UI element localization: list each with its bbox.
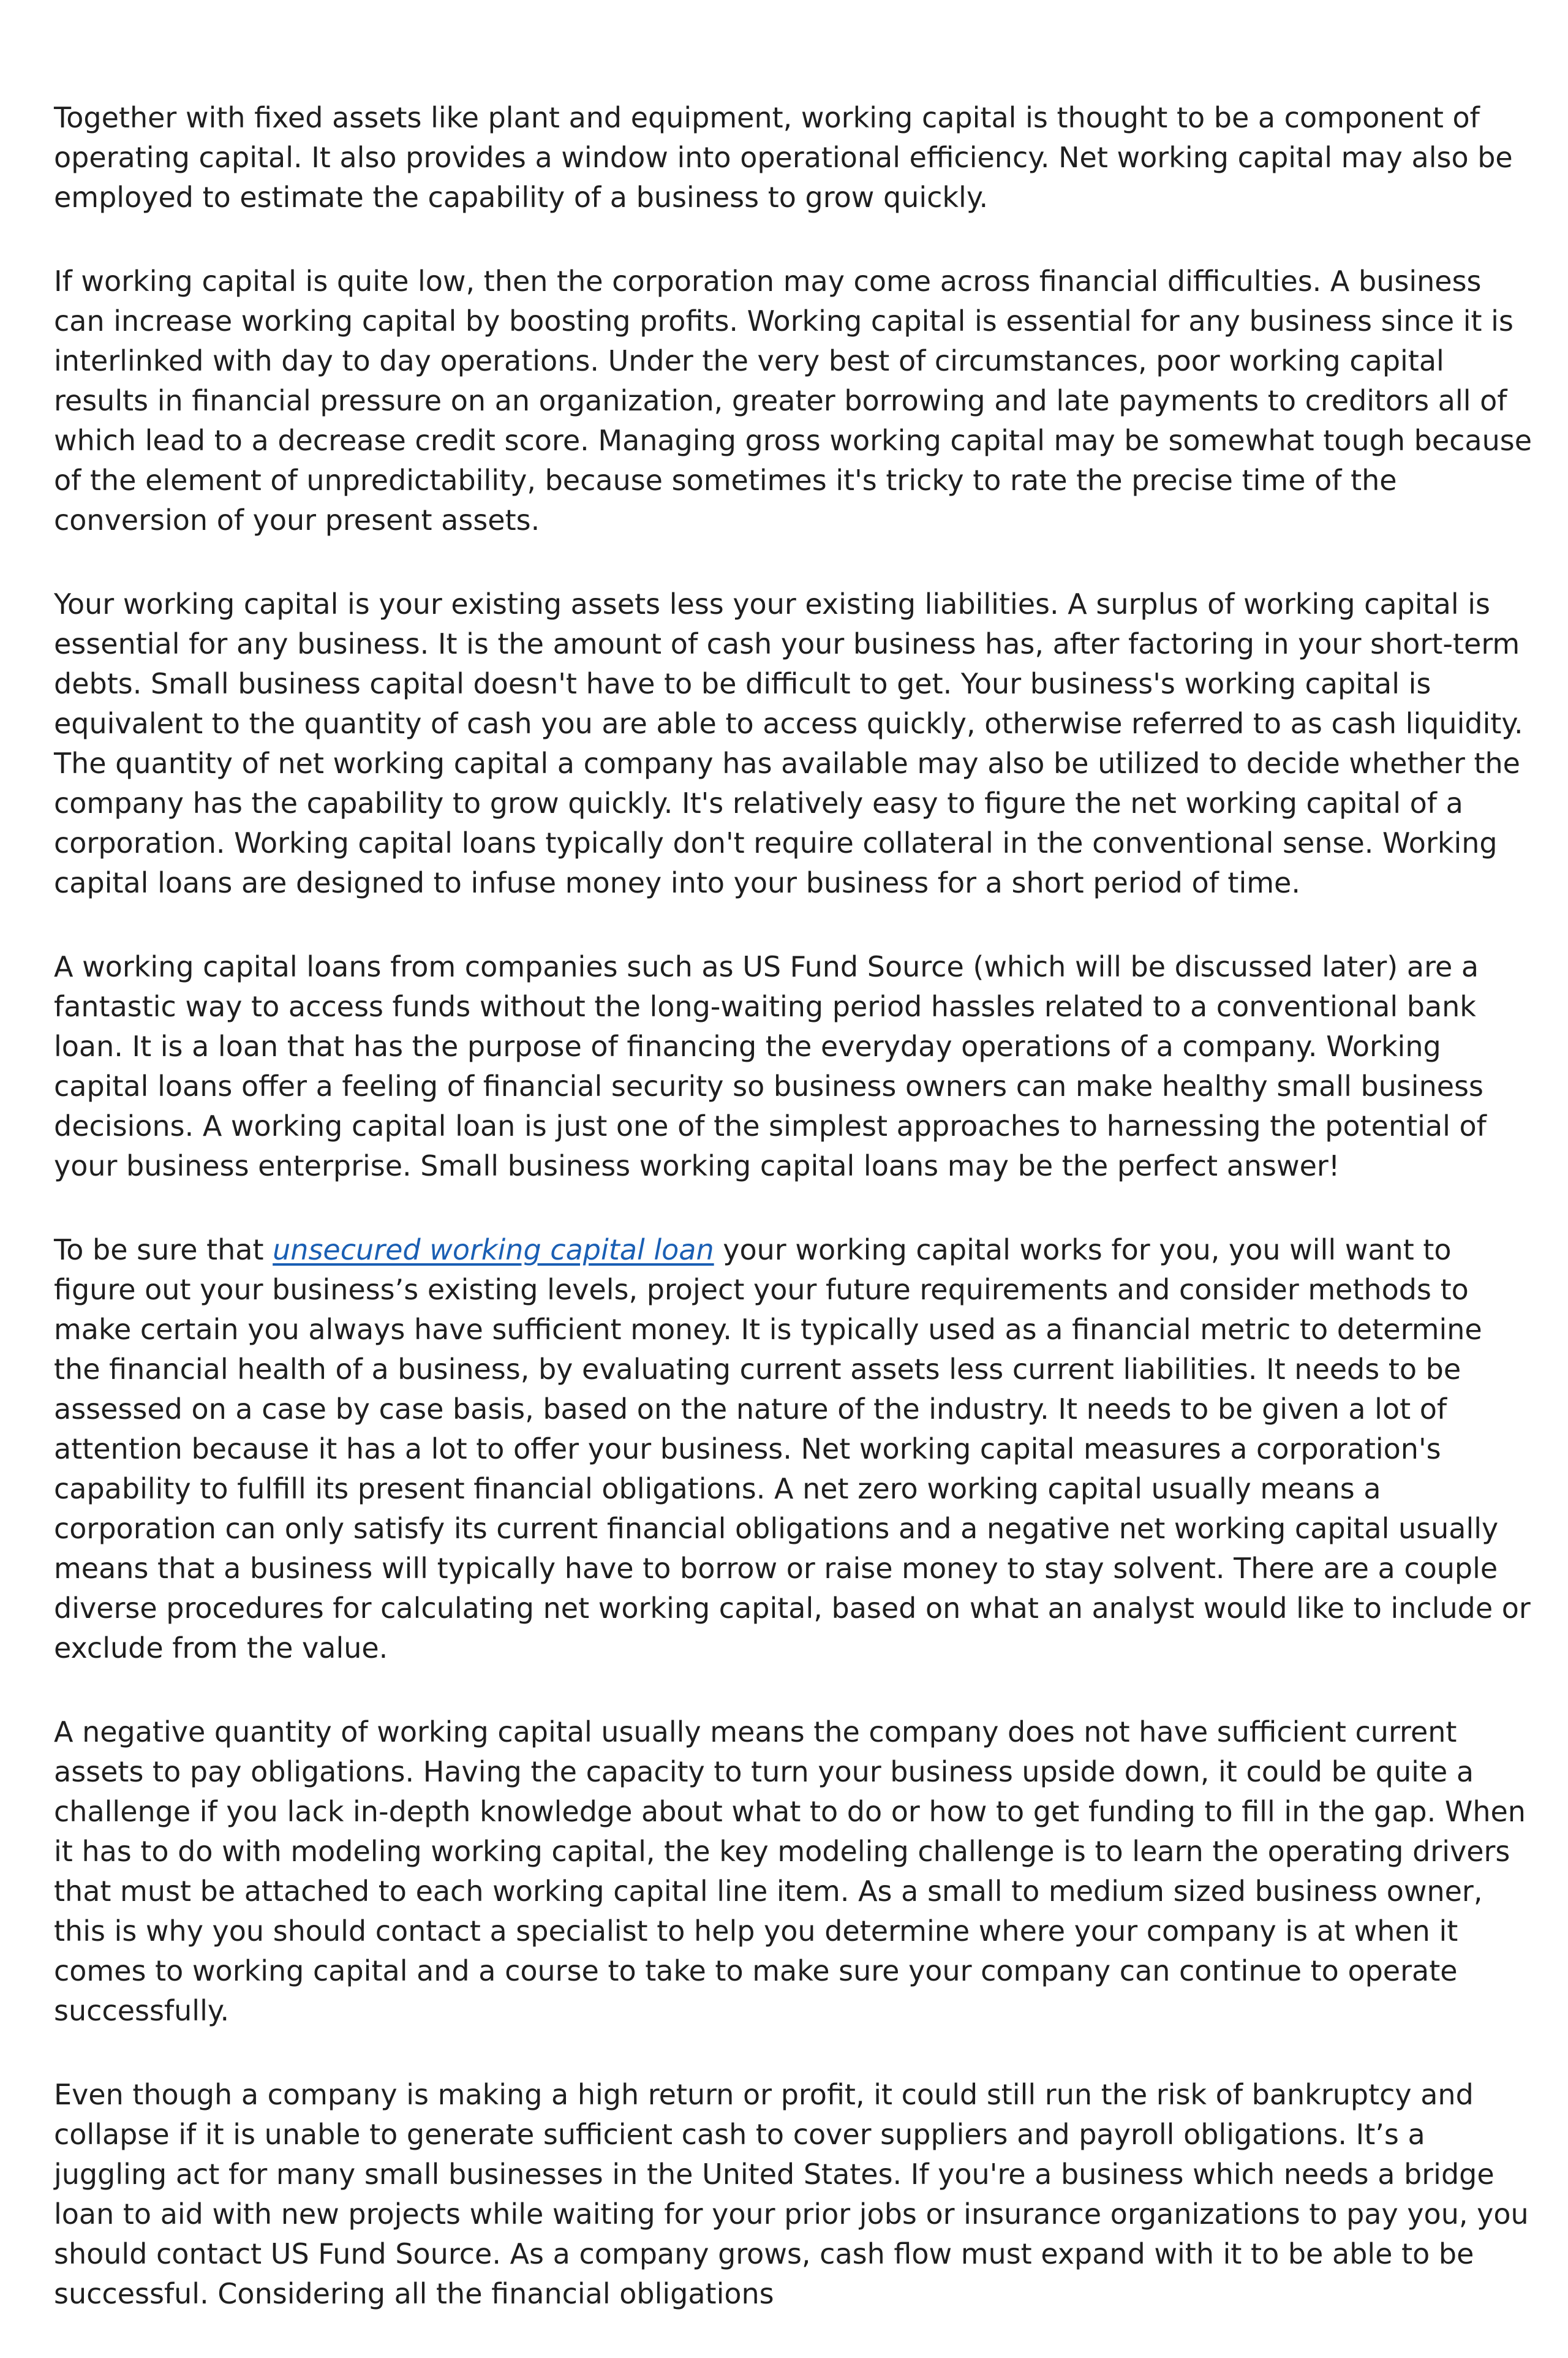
paragraph-5: [54, 1230, 1536, 1668]
paragraph-3: Your working capital is your existing assets less your existing liabilities. A surplus of working capital is essential for any business. It is the amount of cash your business has, after factoring in your short-term debts. Small business capital doesn't have to be difficult to get. Your business's working capital is equivalent to the quantity of cash you are able to access quickly, otherwise referred to as cash liquidity. The quantity of net working capital a company has available may also be utilized to decide whether the company has the capability to grow quickly. It's relatively easy to figure the net working capital of a corporation. Working capital loans typically don't require collateral in the conventional sense. Working capital loans are designed to infuse money into your business for a short period of time.: [54, 588, 1523, 899]
unsecured-working-capital-loan-link[interactable]: unsecured working capital loan: [273, 1233, 714, 1266]
paragraph-7: Even though a company is making a high return or profit, it could still run the risk of bankruptcy and collapse if it is unable to generate sufficient cash to cover suppliers and payroll obligations. It’s a juggling act for many small businesses in the United States. If you're a business which needs a bridge loan to aid with new projects while waiting for your prior jobs or insurance organizations to pay you, you should contact US Fund Source. As a company grows, cash flow must expand with it to be able to be successful. Considering all the financial obligations: [54, 2078, 1529, 2310]
paragraph-4: A working capital loans from companies such as US Fund Source (which will be discussed later) are a fantastic way to access funds without the long-waiting period hassles related to a conventional bank loan. It is a loan that has the purpose of financing the everyday operations of a company. Working capital loans offer a feeling of financial security so business owners can make healthy small business decisions. A working capital loan is just one of the simplest approaches to harnessing the potential of your business enterprise. Small business working capital loans may be the perfect answer!: [54, 950, 1487, 1182]
document-body: [54, 98, 1536, 2358]
paragraph-2: If working capital is quite low, then the corporation may come across financial difficulties. A business can increase working capital by boosting profits. Working capital is essential for any business since it is interlinked with day to day operations. Under the very best of circumstances, poor working capital results in financial pressure on an organization, greater borrowing and late payments to creditors all of which lead to a decrease credit score. Managing gross working capital may be somewhat tough because of the element of unpredictability, because sometimes it's tricky to rate the precise time of the conversion of your present assets.: [54, 265, 1532, 537]
paragraph-5-after-link: your working capital works for you, you will want to figure out your business’s existing levels, project your future requirements and consider methods to make certain you always have sufficient money. It is typically used as a financial metric to determine the financial health of a business, by evaluating current assets less current liabilities. It needs to be assessed on a case by case basis, based on the nature of the industry. It needs to be given a lot of attention because it has a lot to offer your business. Net working capital measures a corporation's capability to fulfill its present financial obligations. A net zero working capital usually means a corporation can only satisfy its current financial obligations and a negative net working capital usually means that a business will typically have to borrow or raise money to stay solvent. There are a couple diverse procedures for calculating net working capital, based on what an analyst would like to include or exclude from the value.: [54, 1233, 1531, 1665]
paragraph-1: Together with fixed assets like plant and equipment, working capital is thought to be a component of operating capital. It also provides a window into operational efficiency. Net working capital may also be employed to estimate the capability of a business to grow quickly.: [54, 101, 1513, 214]
paragraph-6: A negative quantity of working capital usually means the company does not have sufficient current assets to pay obligations. Having the capacity to turn your business upside down, it could be quite a challenge if you lack in-depth knowledge about what to do or how to get funding to fill in the gap. When it has to do with modeling working capital, the key modeling challenge is to learn the operating drivers that must be attached to each working capital line item. As a small to medium sized business owner, this is why you should contact a specialist to help you determine where your company is at when it comes to working capital and a course to take to make sure your company can continue to operate successfully.: [54, 1715, 1526, 2027]
paragraph-5-before-link: To be sure that: [54, 1233, 273, 1266]
